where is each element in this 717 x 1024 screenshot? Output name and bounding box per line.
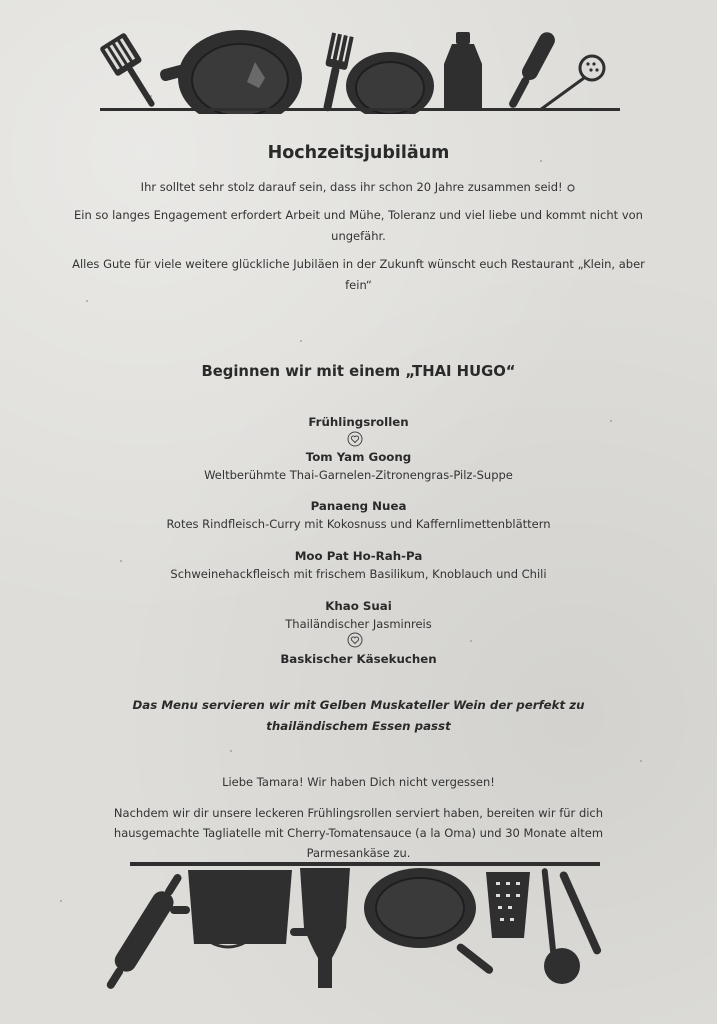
wine-note: Das Menu servieren wir mit Gelben Muskateller Wein der perfekt zu thailändischem Essen passt	[132, 698, 585, 733]
paper-speck	[60, 900, 62, 902]
dish-5	[60, 597, 657, 633]
footer-note: Nachdem wir dir unsere leckeren Frühlingsrollen serviert haben, bereiten wir für dich hausgemachte Tagliatelle mit Cherry-Tomatensauce (a la Oma) und 30 Monate altem Parmesankäse zu.	[113, 806, 604, 860]
bottle-icon	[300, 868, 350, 988]
ladle-icon	[541, 868, 580, 984]
dish-2	[60, 448, 657, 484]
skimmer-icon	[540, 56, 604, 110]
dish-description: Schweinehackfleisch mit frischem Basilikum, Knoblauch und Chili	[170, 567, 547, 581]
dish-1	[60, 413, 657, 431]
footer-greeting: Liebe Tamara! Wir haben Dich nicht vergessen!	[222, 775, 495, 789]
dish-description: Rotes Rindfleisch-Curry mit Kokosnuss und Kaffernlimettenblättern	[166, 517, 551, 531]
frying-pan-icon	[159, 30, 302, 114]
dish-name: Panaeng Nuea	[310, 499, 407, 513]
spatula-icon	[100, 32, 166, 114]
heart-small-icon	[566, 183, 576, 193]
pot-icon	[346, 52, 434, 114]
intro-line-2: Ein so langes Engagement erfordert Arbeit und Mühe, Toleranz und viel liebe und kommt nicht von ungefähr.	[74, 208, 643, 243]
rolling-pin-icon	[100, 869, 189, 994]
dish-name: Frühlingsrollen	[308, 415, 409, 429]
page-title: Hochzeitsjubiläum	[267, 143, 450, 163]
frying-pan-icon	[364, 868, 495, 975]
paper-speck	[470, 640, 472, 642]
bottle-icon	[444, 32, 482, 110]
dish-name: Baskischer Käsekuchen	[280, 652, 437, 666]
dish-name: Khao Suai	[325, 599, 392, 613]
dish-3	[60, 497, 657, 533]
paper-speck	[230, 750, 232, 752]
dish-name: Tom Yam Goong	[305, 450, 412, 464]
dish-description: Thailändischer Jasminreis	[285, 617, 432, 631]
heart-icon	[347, 632, 363, 648]
knife-icon	[558, 870, 602, 955]
dish-4	[60, 547, 657, 583]
paper-speck	[300, 340, 302, 342]
grater-icon	[486, 872, 530, 938]
intro-text-1: Ihr solltet sehr stolz darauf sein, dass ihr schon 20 Jahre zusammen seid!	[140, 180, 563, 194]
intro-line-3: Alles Gute für viele weitere glückliche Jubiläen in der Zukunft wünscht euch Restaurant „Klein, aber fein“	[72, 257, 645, 292]
paper-speck	[86, 300, 88, 302]
intro-line-1	[60, 177, 657, 198]
pot-icon	[170, 870, 310, 947]
kitchenware-illustration	[100, 862, 610, 1002]
knife-icon	[504, 29, 558, 111]
dish-6	[60, 650, 657, 668]
dish-description: Weltberühmte Thai-Garnelen-Zitronengras-Pilz-Suppe	[204, 468, 513, 482]
paper-speck	[640, 760, 642, 762]
kitchen-utensils-illustration	[100, 22, 620, 114]
menu-heading: Beginnen wir mit einem „THAI HUGO“	[201, 363, 516, 380]
heart-icon	[347, 431, 363, 447]
dish-name: Moo Pat Ho-Rah-Pa	[294, 549, 423, 563]
fork-icon	[316, 33, 354, 114]
